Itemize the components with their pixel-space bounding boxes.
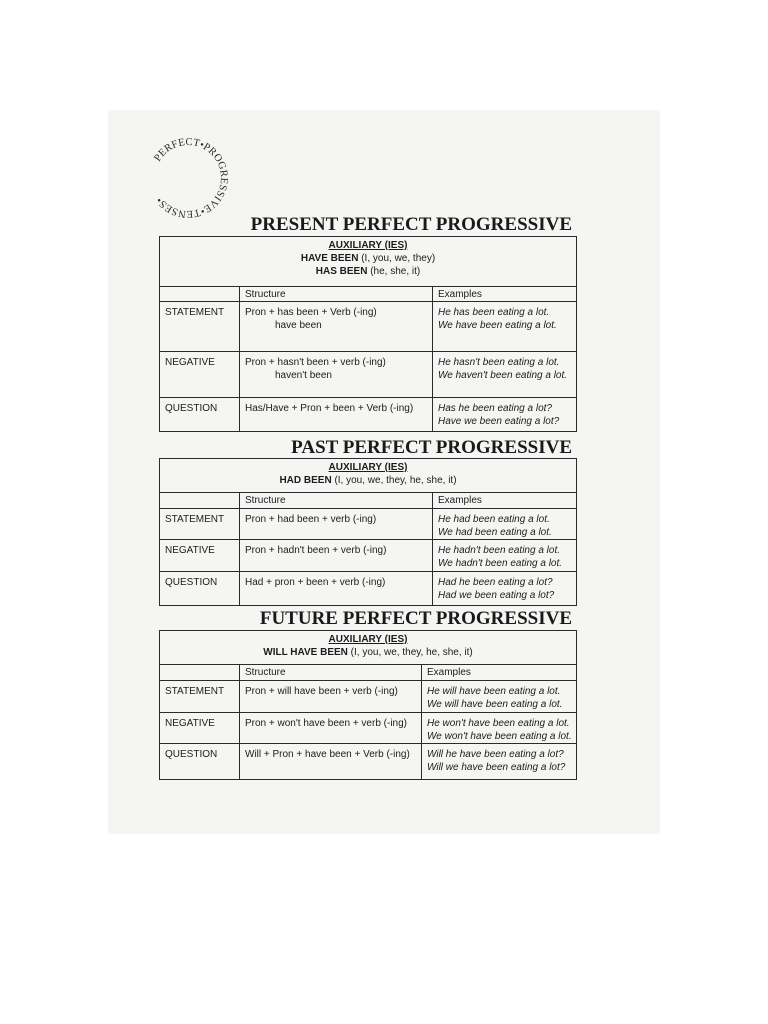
examples-header: Examples (433, 493, 577, 509)
structure-header: Structure (240, 665, 422, 681)
section-title: PRESENT PERFECT PROGRESSIVE (250, 214, 572, 235)
example-sentence: Had he been eating a lot? (438, 577, 553, 588)
auxiliary-row (160, 631, 577, 665)
example-sentence: Had we been eating a lot? (438, 590, 555, 601)
examples-cell (433, 572, 577, 606)
section-title: FUTURE PERFECT PROGRESSIVE (259, 608, 572, 629)
auxiliary-cell (160, 459, 577, 493)
structure-cell (240, 398, 433, 432)
table-row (160, 398, 577, 432)
examples-cell (433, 302, 577, 352)
auxiliary-heading: AUXILIARY (IES) (328, 462, 408, 473)
blank-header-cell (160, 287, 240, 302)
structure-cell (240, 572, 433, 606)
structure-alternative: have been (275, 320, 322, 331)
table-row (160, 302, 577, 352)
auxiliary-heading: AUXILIARY (IES) (328, 240, 408, 251)
examples-cell (433, 509, 577, 540)
structure-formula: Pron + had been + verb (-ing) (245, 514, 377, 525)
example-sentence: He had been eating a lot. (438, 514, 550, 525)
structure-formula: Pron + hasn't been + verb (-ing) (245, 357, 386, 368)
row-label: STATEMENT (160, 509, 240, 540)
row-label: QUESTION (160, 744, 240, 780)
column-header-row (160, 665, 577, 681)
structure-cell (240, 540, 433, 572)
example-sentence: Has he been eating a lot? (438, 403, 552, 414)
example-sentence: We will have been eating a lot. (427, 699, 563, 710)
tense-table (159, 458, 577, 606)
table-row (160, 509, 577, 540)
table-row (160, 540, 577, 572)
examples-header: Examples (433, 287, 577, 302)
structure-formula: Pron + won't have been + verb (-ing) (245, 718, 408, 729)
auxiliary-cell (160, 237, 577, 287)
row-label: QUESTION (160, 398, 240, 432)
example-sentence: Will we have been eating a lot? (427, 762, 566, 773)
tenses-circular-seal (144, 134, 232, 222)
seal-text (152, 137, 229, 219)
row-label: STATEMENT (160, 302, 240, 352)
auxiliary-pronouns: (I, you, we, they) (358, 253, 436, 264)
examples-cell (433, 352, 577, 398)
table-row (160, 352, 577, 398)
row-label: STATEMENT (160, 681, 240, 713)
auxiliary-row (160, 459, 577, 493)
section-title: PAST PERFECT PROGRESSIVE (291, 437, 572, 458)
structure-cell (240, 302, 433, 352)
structure-cell (240, 681, 422, 713)
example-sentence: We had been eating a lot. (438, 527, 552, 538)
auxiliary-line (165, 646, 571, 659)
example-sentence: He hadn't been eating a lot. (438, 545, 561, 556)
examples-cell (422, 681, 577, 713)
row-label: NEGATIVE (160, 713, 240, 744)
blank-header-cell (160, 665, 240, 681)
table-row (160, 572, 577, 606)
auxiliary-line (165, 252, 571, 265)
tense-table (159, 630, 577, 780)
example-sentence: We haven't been eating a lot. (438, 370, 568, 381)
example-sentence: We have been eating a lot. (438, 320, 557, 331)
example-sentence: We hadn't been eating a lot. (438, 558, 563, 569)
structure-formula: Had + pron + been + verb (-ing) (245, 577, 386, 588)
row-label: NEGATIVE (160, 540, 240, 572)
examples-cell (422, 713, 577, 744)
example-sentence: He has been eating a lot. (438, 307, 550, 318)
structure-formula: Has/Have + Pron + been + Verb (-ing) (245, 403, 414, 414)
example-sentence: He hasn't been eating a lot. (438, 357, 560, 368)
example-sentence: Have we been eating a lot? (438, 416, 560, 427)
structure-header: Structure (240, 493, 433, 509)
structure-cell (240, 744, 422, 780)
auxiliary-pronouns: (I, you, we, they, he, she, it) (331, 475, 457, 486)
structure-formula: Pron + will have been + verb (-ing) (245, 686, 398, 697)
blank-header-cell (160, 493, 240, 509)
examples-cell (422, 744, 577, 780)
example-sentence: Will he have been eating a lot? (427, 749, 564, 760)
auxiliary-pronouns: (he, she, it) (367, 266, 421, 277)
example-sentence: He won't have been eating a lot. (427, 718, 570, 729)
structure-header: Structure (240, 287, 433, 302)
table-row (160, 744, 577, 780)
auxiliary-line (165, 265, 571, 278)
auxiliary-line (165, 474, 571, 487)
tense-table (159, 236, 577, 432)
auxiliary-verb: HAD BEEN (279, 475, 332, 486)
auxiliary-verb: WILL HAVE BEEN (263, 647, 348, 658)
structure-alternative: haven't been (275, 370, 332, 381)
table-row (160, 713, 577, 744)
column-header-row (160, 493, 577, 509)
seal-text-path: PERFECT•PROGRESSIVE•TENSES• (152, 136, 230, 220)
table-row (160, 681, 577, 713)
structure-formula: Pron + hadn't been + verb (-ing) (245, 545, 387, 556)
auxiliary-cell (160, 631, 577, 665)
structure-cell (240, 352, 433, 398)
auxiliary-row (160, 237, 577, 287)
auxiliary-verb: HAS BEEN (315, 266, 368, 277)
row-label: NEGATIVE (160, 352, 240, 398)
structure-cell (240, 713, 422, 744)
examples-header: Examples (422, 665, 577, 681)
examples-cell (433, 398, 577, 432)
structure-cell (240, 509, 433, 540)
example-sentence: He will have been eating a lot. (427, 686, 561, 697)
row-label: QUESTION (160, 572, 240, 606)
examples-cell (433, 540, 577, 572)
structure-formula: Pron + has been + Verb (-ing) (245, 307, 377, 318)
auxiliary-verb: HAVE BEEN (300, 253, 359, 264)
structure-formula: Will + Pron + have been + Verb (-ing) (245, 749, 410, 760)
example-sentence: We won't have been eating a lot. (427, 731, 572, 742)
auxiliary-heading: AUXILIARY (IES) (328, 634, 408, 645)
column-header-row (160, 287, 577, 302)
auxiliary-pronouns: (I, you, we, they, he, she, it) (347, 647, 473, 658)
